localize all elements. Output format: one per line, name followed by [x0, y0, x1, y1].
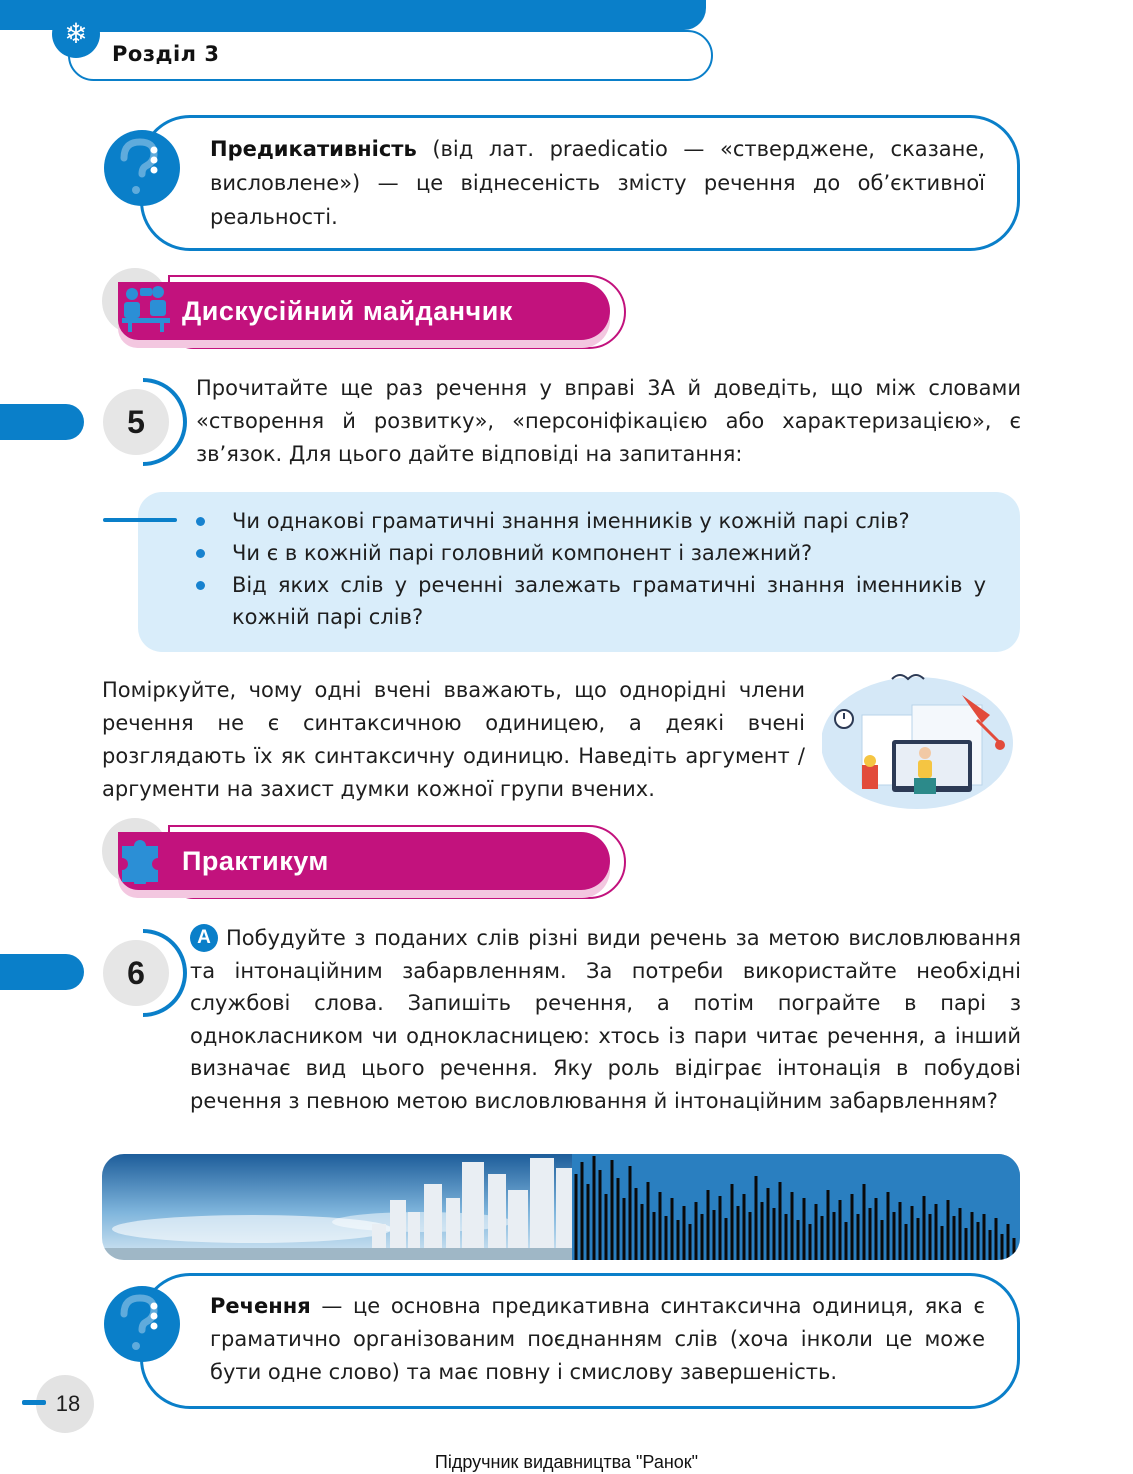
question-item: Від яких слів у реченні залежать граматичні знання іменників у кожній парі слів? [196, 569, 986, 633]
definition-body: (від лат. praedicatio — «стверджене, сказане, висловлене») — це віднесеність змісту речення до об’єктивної реальності. [210, 137, 985, 229]
page-number: 18 [55, 1391, 81, 1416]
snowflake-icon: ❄ [52, 10, 100, 58]
question-item: Чи є в кожній парі головний компонент і залежний? [196, 537, 986, 569]
bullet-icon [196, 549, 205, 558]
section-title: Розділ 3 [112, 42, 220, 66]
discussion-banner [118, 282, 610, 340]
exercise-arc-5 [98, 377, 188, 467]
student-laptop-illustration [822, 665, 1020, 811]
questions-line [103, 518, 177, 522]
discussion-title: Дискусійний майданчик [182, 295, 513, 326]
skyline-soundwave-image [102, 1154, 1020, 1260]
puzzle-icon [116, 832, 172, 884]
definition-term: Предикативність [210, 137, 417, 161]
exercise-6-body: Побудуйте з поданих слів різні види речень за метою висловлювання та інтонаційним забарвленням. За потреби використайте необхідні службові слова. Запишіть речення, а потім пограйте в парі з однокласником чи однокласницею: хтось із пари читає речення, а інший визначає вид цього речення. Яку роль відіграє інтонація в побудові речення з певною метою висловлювання й інтонаційним забарвленням? [190, 926, 1021, 1113]
question-item: Чи однакові граматичні знання іменників у кожній парі слів? [196, 505, 986, 537]
bullet-icon [196, 581, 205, 590]
side-bar-5 [0, 404, 84, 440]
question-info-icon [102, 128, 182, 208]
definition-text-sentence [210, 1290, 985, 1389]
exercise-number-6: 6 [103, 940, 169, 1006]
discussion-people-icon [118, 284, 174, 332]
header-bar [0, 0, 706, 30]
bullet-icon [196, 517, 205, 526]
definition-body: — це основна предикативна синтаксична одиниця, яка є граматично організованим поєднанням слів (хоча інколи це може бути одне слово) та має повну і смислову завершеність. [210, 1294, 985, 1384]
exercise-arc-6 [98, 928, 188, 1018]
exercise-6-text [190, 922, 1021, 1117]
practicum-banner [118, 832, 610, 890]
publisher-footer: Підручник видавництва "Ранок" [434, 1452, 699, 1472]
question-info-icon [102, 1284, 182, 1364]
practicum-title: Практикум [182, 845, 329, 876]
exercise-number-5: 5 [103, 389, 169, 455]
definition-text-predicativity [210, 132, 985, 234]
questions-list [196, 505, 986, 633]
level-a-badge: А [190, 924, 218, 952]
exercise-5-text: Прочитайте ще раз речення у вправі 3А й доведіть, що між словами «створення й розвитку», «персоніфікацією або характеризацією», є зв’язок. Для цього дайте відповіді на запитання: [196, 376, 1021, 466]
definition-term: Речення [210, 1294, 311, 1318]
side-bar-6 [0, 954, 84, 990]
reflection-text: Поміркуйте, чому одні вчені вважають, що однорідні члени речення не є синтаксичною одиницею, а деякі вчені розглядають їх як синтаксичну одиницю. Наведіть аргумент / аргументи на захист думки кожної групи вчених. [102, 678, 805, 801]
